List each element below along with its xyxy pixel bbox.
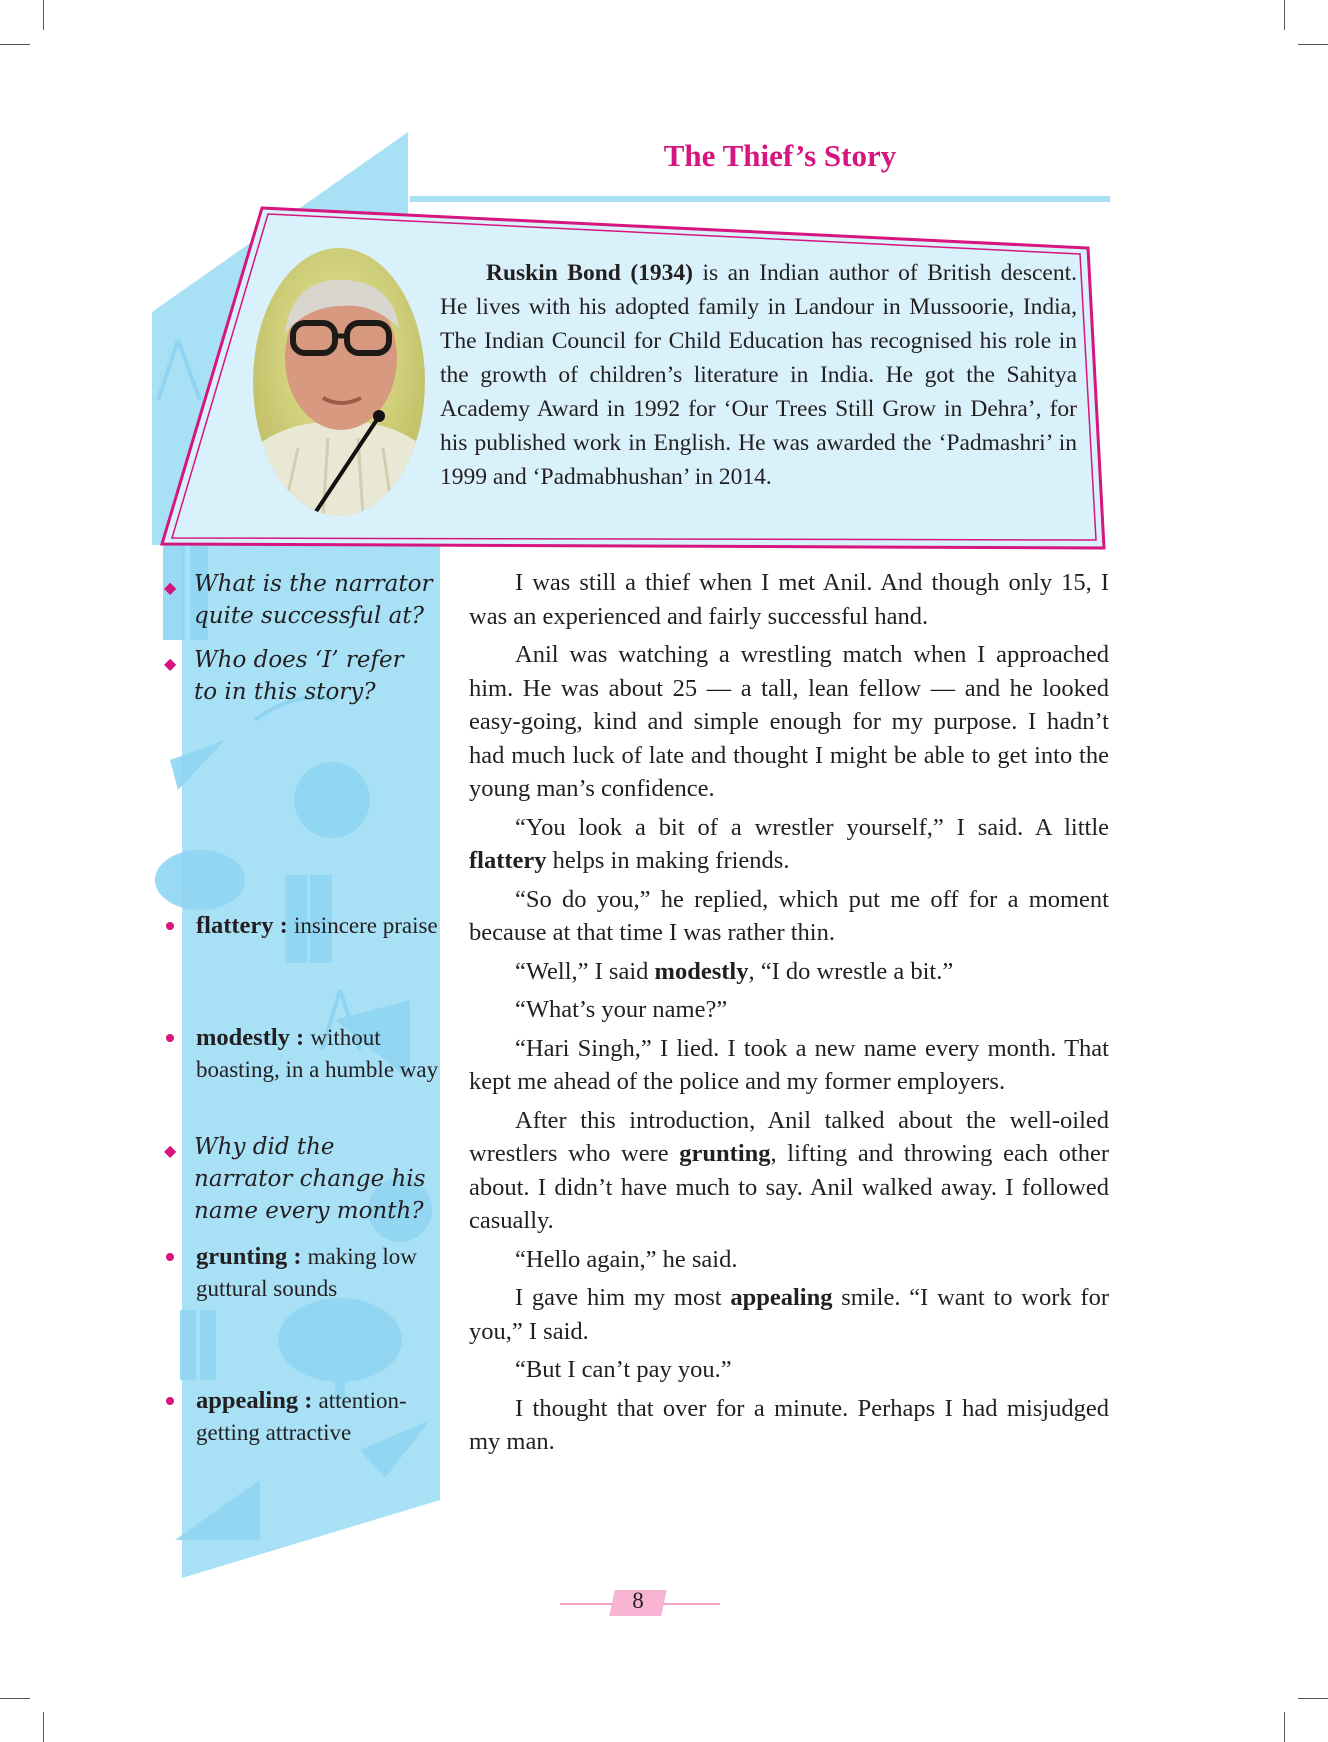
glossary-term: modestly bbox=[654, 957, 749, 985]
question-text: Why did the narrator change his name every month? bbox=[194, 1134, 426, 1224]
pink-bullet-icon bbox=[166, 1397, 174, 1405]
glossary-entry: grunting : making low guttural sounds bbox=[164, 1241, 439, 1305]
story-paragraph: Anil was watching a wrestling match when I approached him. He was about 25 — a tall, lean fellow — and he looked easy-going, kind and simple enough for my purpose. I hadn’t had much luck of late and thought I might be able to get into the young man’s confidence. bbox=[469, 641, 1109, 802]
margin-question bbox=[164, 644, 434, 708]
author-portrait bbox=[253, 248, 425, 516]
author-name: Ruskin Bond (1934) bbox=[486, 260, 693, 286]
glossary-meaning: attention-getting attractive bbox=[196, 1388, 407, 1445]
glossary-entry: appealing : attention-getting attractive bbox=[164, 1385, 439, 1449]
author-bio-text: is an Indian author of British descent. He lives with his adopted family in Landour in Mussoorie, India, The Indian Council for Child Education has recognised his role in the growth of children’s literature in India. He got the Sahitya Academy Award in 1992 for ‘Our Trees Still Grow in Dehra’, for his published work in English. He was awarded the ‘Padmashri’ in 1999 and ‘Padmabhushan’ in 2014. bbox=[440, 260, 1077, 490]
pink-bullet-icon bbox=[166, 1034, 174, 1042]
glossary-term: appealing bbox=[730, 1284, 833, 1311]
author-bio bbox=[440, 256, 1077, 494]
story-body bbox=[469, 566, 1109, 1464]
page-number: 8 bbox=[632, 1588, 644, 1613]
story-paragraph: “You look a bit of a wrestler yourself,” I said. A little flattery helps in making friends. bbox=[469, 813, 1109, 874]
story-paragraph: I thought that over for a minute. Perhaps I had misjudged my man. bbox=[469, 1394, 1109, 1455]
diamond-bullet-icon: ◆ bbox=[164, 1141, 177, 1160]
glossary-meaning: insincere praise bbox=[293, 913, 438, 938]
pink-bullet-icon bbox=[166, 1253, 174, 1261]
glossary-term: flattery bbox=[469, 847, 547, 874]
question-text: Who does ‘I’ refer to in this story? bbox=[194, 647, 404, 705]
portrait-image bbox=[253, 248, 425, 516]
diamond-bullet-icon: ◆ bbox=[164, 654, 177, 673]
glossary-meaning: making low guttural sounds bbox=[196, 1244, 417, 1301]
diamond-bullet-icon: ◆ bbox=[164, 578, 177, 597]
story-paragraph: “So do you,” he replied, which put me off for a moment because at that time I was rather thin. bbox=[469, 885, 1109, 946]
glossary-word: grunting bbox=[196, 1243, 288, 1270]
story-paragraph: “But I can’t pay you.” bbox=[515, 1356, 732, 1383]
story-paragraph: I gave him my most appealing smile. “I want to work for you,” I said. bbox=[469, 1284, 1109, 1345]
glossary-word: modestly bbox=[196, 1024, 290, 1051]
story-paragraph: “What’s your name?” bbox=[515, 996, 728, 1023]
margin-question bbox=[164, 1131, 434, 1227]
margin-question bbox=[164, 568, 434, 632]
story-paragraph: “Hello again,” he said. bbox=[515, 1245, 738, 1273]
glossary-term: grunting bbox=[679, 1140, 771, 1167]
glossary-entry: modestly : without boasting, in a humble way bbox=[164, 1022, 439, 1086]
story-paragraph: “Hari Singh,” I lied. I took a new name every month. That kept me ahead of the police and my former employers. bbox=[469, 1034, 1109, 1095]
glossary-word: flattery bbox=[196, 912, 274, 939]
glossary-meaning: without boasting, in a humble way bbox=[196, 1025, 439, 1082]
page-title: The Thief’s Story bbox=[663, 138, 897, 173]
story-paragraph: After this introduction, Anil talked about the well-oiled wrestlers who were grunting, lifting and throwing each other about. I didn’t have much to say. Anil walked away. I followed casually. bbox=[469, 1106, 1109, 1234]
pink-bullet-icon bbox=[166, 922, 174, 930]
story-paragraph: “Well,” I said modestly, “I do wrestle a bit.” bbox=[515, 957, 954, 985]
glossary-entry: flattery : insincere praise bbox=[164, 910, 439, 942]
question-text: What is the narrator quite successful at? bbox=[194, 571, 433, 629]
glossary-word: appealing bbox=[196, 1387, 299, 1414]
story-paragraph: I was still a thief when I met Anil. And though only 15, I was an experienced and fairly successful hand. bbox=[469, 569, 1109, 630]
